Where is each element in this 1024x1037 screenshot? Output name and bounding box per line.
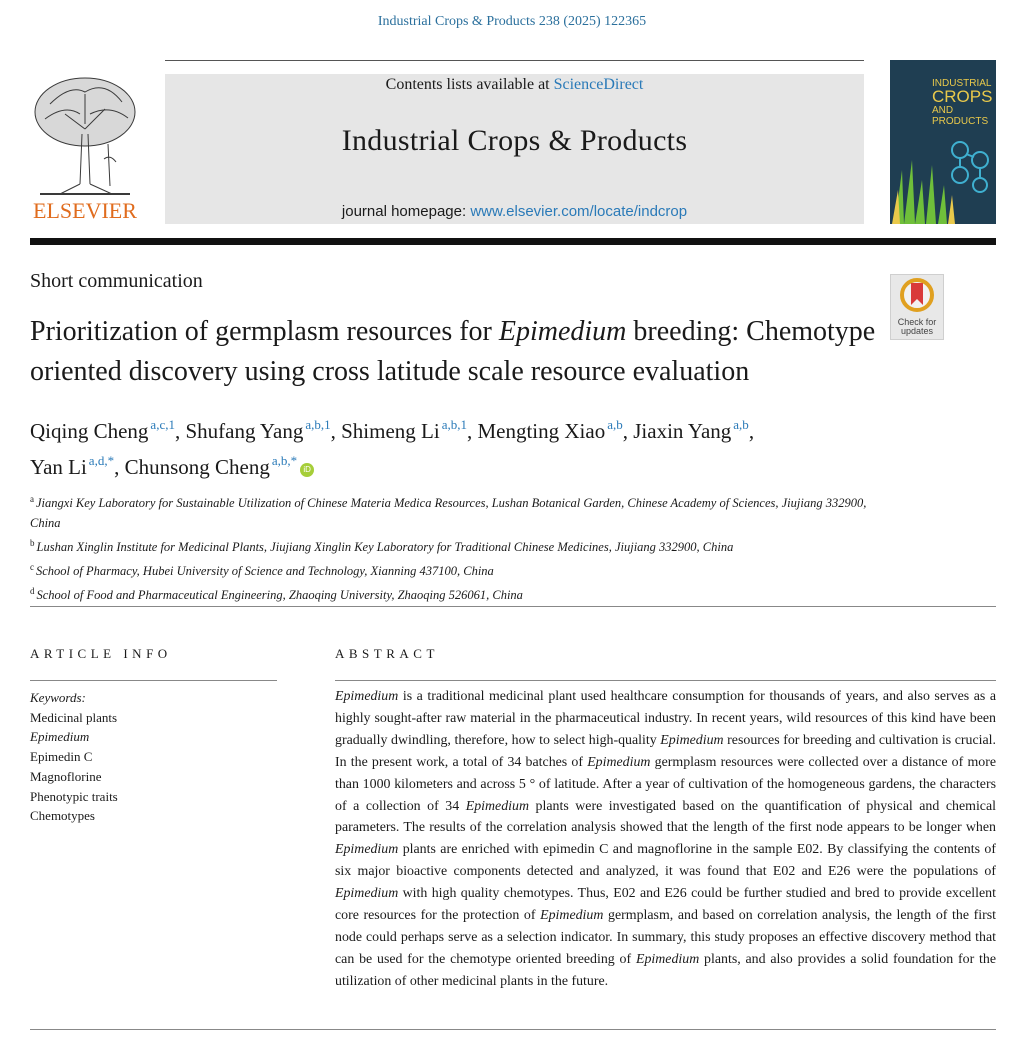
abstract-segment: is a traditional medicinal plant used healthcare consumption for thousands of years, and also serves as a highly sought-after raw material in the pharmaceutical industry. In recent years, wild resources of this kind have been gradually dwindling, therefore, how to select high-quality: [335, 689, 996, 748]
author-separator: ,: [466, 419, 478, 443]
affiliation-key: c: [30, 562, 34, 572]
author-affil-marker[interactable]: a,c,1: [150, 417, 175, 432]
header-thick-rule: [30, 238, 996, 245]
keyword-item[interactable]: Epimedium: [30, 729, 90, 745]
article-info-rule: [30, 680, 277, 681]
abstract-segment: plants, and also provides a solid foundation for the utilization of other medicinal plants in the future.: [335, 951, 996, 989]
cover-line2: CROPS: [932, 87, 993, 106]
abstract-rule: [335, 680, 996, 681]
author-separator: ,: [622, 419, 634, 443]
affiliations: [30, 489, 870, 605]
cover-line1: INDUSTRIAL: [932, 78, 992, 89]
contents-prefix: Contents lists available at: [385, 76, 554, 93]
abstract-segment: Epimedium: [635, 951, 700, 967]
article-type: Short communication: [30, 270, 203, 292]
affiliation-text: School of Food and Pharmaceutical Engineering, Zhaoqing University, Zhaoqing 526061, China: [36, 588, 523, 602]
keyword-item[interactable]: Medicinal plants: [30, 709, 118, 725]
footer-rule: [30, 1029, 996, 1030]
keyword-item[interactable]: Magnoflorine: [30, 768, 102, 784]
crossmark-icon: [891, 275, 943, 315]
keywords-label: Keywords:: [30, 690, 86, 705]
elsevier-tree-icon: [30, 74, 140, 198]
cover-line3: AND PRODUCTS: [932, 105, 989, 127]
journal-title[interactable]: Industrial Crops & Products: [341, 124, 688, 157]
journal-cover-image[interactable]: [890, 60, 996, 224]
affiliation-text: School of Pharmacy, Hubei University of Science and Technology, Xianning 437100, China: [36, 564, 494, 578]
orcid-icon[interactable]: iD: [300, 463, 314, 477]
affiliation-item: [30, 581, 870, 605]
author-separator: ,: [174, 419, 186, 443]
abstract-segment: Epimedium: [335, 842, 399, 858]
author-name[interactable]: Qiqing Cheng: [30, 419, 149, 443]
affiliation-text: Jiangxi Key Laboratory for Sustainable Utilization of Chinese Materia Medica Resources, Lushan Botanical Garden, Chinese Academy of Sciences, Jiujiang 332900, China: [30, 496, 867, 530]
title-part2: breeding: Chemotype oriented discovery using cross latitude scale resource evaluation: [30, 316, 876, 387]
journal-citation: Industrial Crops & Products 238 (2025) 122365: [377, 14, 647, 29]
homepage-line: [165, 203, 864, 220]
keyword-item[interactable]: Chemotypes: [30, 808, 95, 824]
abstract-segment: Epimedium: [465, 798, 529, 814]
title-part1: Prioritization of germplasm resources for: [30, 316, 499, 347]
abstract-segment: Epimedium: [540, 908, 604, 924]
keyword-item[interactable]: Epimedin C: [30, 749, 93, 765]
sciencedirect-link[interactable]: ScienceDirect: [553, 76, 644, 93]
article-title: [30, 312, 880, 392]
check-for-updates-button[interactable]: [890, 274, 944, 340]
crossmark-label: Check for updates: [897, 317, 937, 336]
contents-line: [165, 76, 864, 94]
author-affil-marker[interactable]: a,b,*: [271, 453, 298, 468]
abstract-text: [335, 686, 996, 993]
abstract-heading: ABSTRACT: [335, 646, 439, 661]
author-name[interactable]: Chunsong Cheng: [124, 455, 270, 479]
keywords-block: [30, 688, 277, 826]
affiliation-item: [30, 489, 870, 533]
elsevier-logo[interactable]: [30, 74, 140, 224]
author-separator: ,: [748, 419, 755, 443]
homepage-prefix: journal homepage:: [341, 203, 471, 220]
abstract-segment: germplasm resources were collected over a distance of more than 1000 kilometers and across 5 ° of latitude. After a year of cultivation of the homogeneous gardens, the characters of a collection of 34: [335, 754, 996, 814]
affiliation-item: [30, 557, 870, 581]
author-name[interactable]: Mengting Xiao: [477, 419, 606, 443]
keyword-item[interactable]: Phenotypic traits: [30, 788, 118, 804]
article-info-heading: ARTICLE INFO: [30, 646, 172, 661]
abstract-segment: Epimedium: [335, 886, 399, 902]
author-separator: ,: [330, 419, 342, 443]
author-affil-marker[interactable]: a,b: [733, 417, 749, 432]
author-affil-marker[interactable]: a,b,1: [441, 417, 467, 432]
header-top-rule: [165, 60, 864, 61]
author-separator: ,: [114, 455, 125, 479]
abstract-segment: Epimedium: [660, 732, 724, 748]
affiliation-item: [30, 533, 870, 557]
elsevier-wordmark: ELSEVIER: [33, 198, 137, 223]
homepage-link[interactable]: www.elsevier.com/locate/indcrop: [470, 203, 688, 220]
abstract-segment: germplasm, and based on correlation analysis, the length of the first node could perhaps serve as a selection indicator. In summary, this study proposes an effective discovery method that can be used for the chemotype oriented breeding of: [335, 908, 996, 967]
author-affil-marker[interactable]: a,d,*: [88, 453, 115, 468]
cover-graphic-icon: [890, 60, 996, 224]
author-name[interactable]: Jiaxin Yang: [633, 419, 732, 443]
title-italic: Epimedium: [498, 316, 627, 347]
abstract-segment: plants are enriched with epimedin C and magnoflorine in the sample E02. By classifying the contents of six major bioactive components detected and analyzed, it was found that E02 and E26 were the populations of: [335, 842, 996, 880]
author-name[interactable]: Yan Li: [30, 455, 87, 479]
section-divider: [30, 606, 996, 607]
author-affil-marker[interactable]: a,b,1: [305, 417, 331, 432]
abstract-segment: Epimedium: [587, 754, 651, 770]
abstract-segment: with high quality chemotypes. Thus, E02 and E26 could be further studied and bred to provide excellent core resources for the protection of: [335, 886, 996, 924]
affiliation-key: d: [30, 586, 35, 596]
affiliation-key: a: [30, 494, 34, 504]
abstract-segment: Epimedium: [335, 689, 399, 704]
affiliation-text: Lushan Xinglin Institute for Medicinal Plants, Jiujiang Xinglin Key Laboratory for Traditional Chinese Medicines, Jiujiang 332900, China: [36, 540, 734, 554]
author-affil-marker[interactable]: a,b: [607, 417, 623, 432]
abstract-segment: resources for breeding and cultivation is crucial. In the present work, a total of 34 batches of: [335, 732, 996, 770]
author-list: [30, 410, 890, 482]
author-name[interactable]: Shimeng Li: [341, 419, 440, 443]
abstract-segment: plants were investigated based on the quantification of physical and chemical parameters. The results of the correlation analysis showed that the length of the first node appears to be longer when: [335, 798, 996, 836]
affiliation-key: b: [30, 538, 35, 548]
author-name[interactable]: Shufang Yang: [185, 419, 304, 443]
